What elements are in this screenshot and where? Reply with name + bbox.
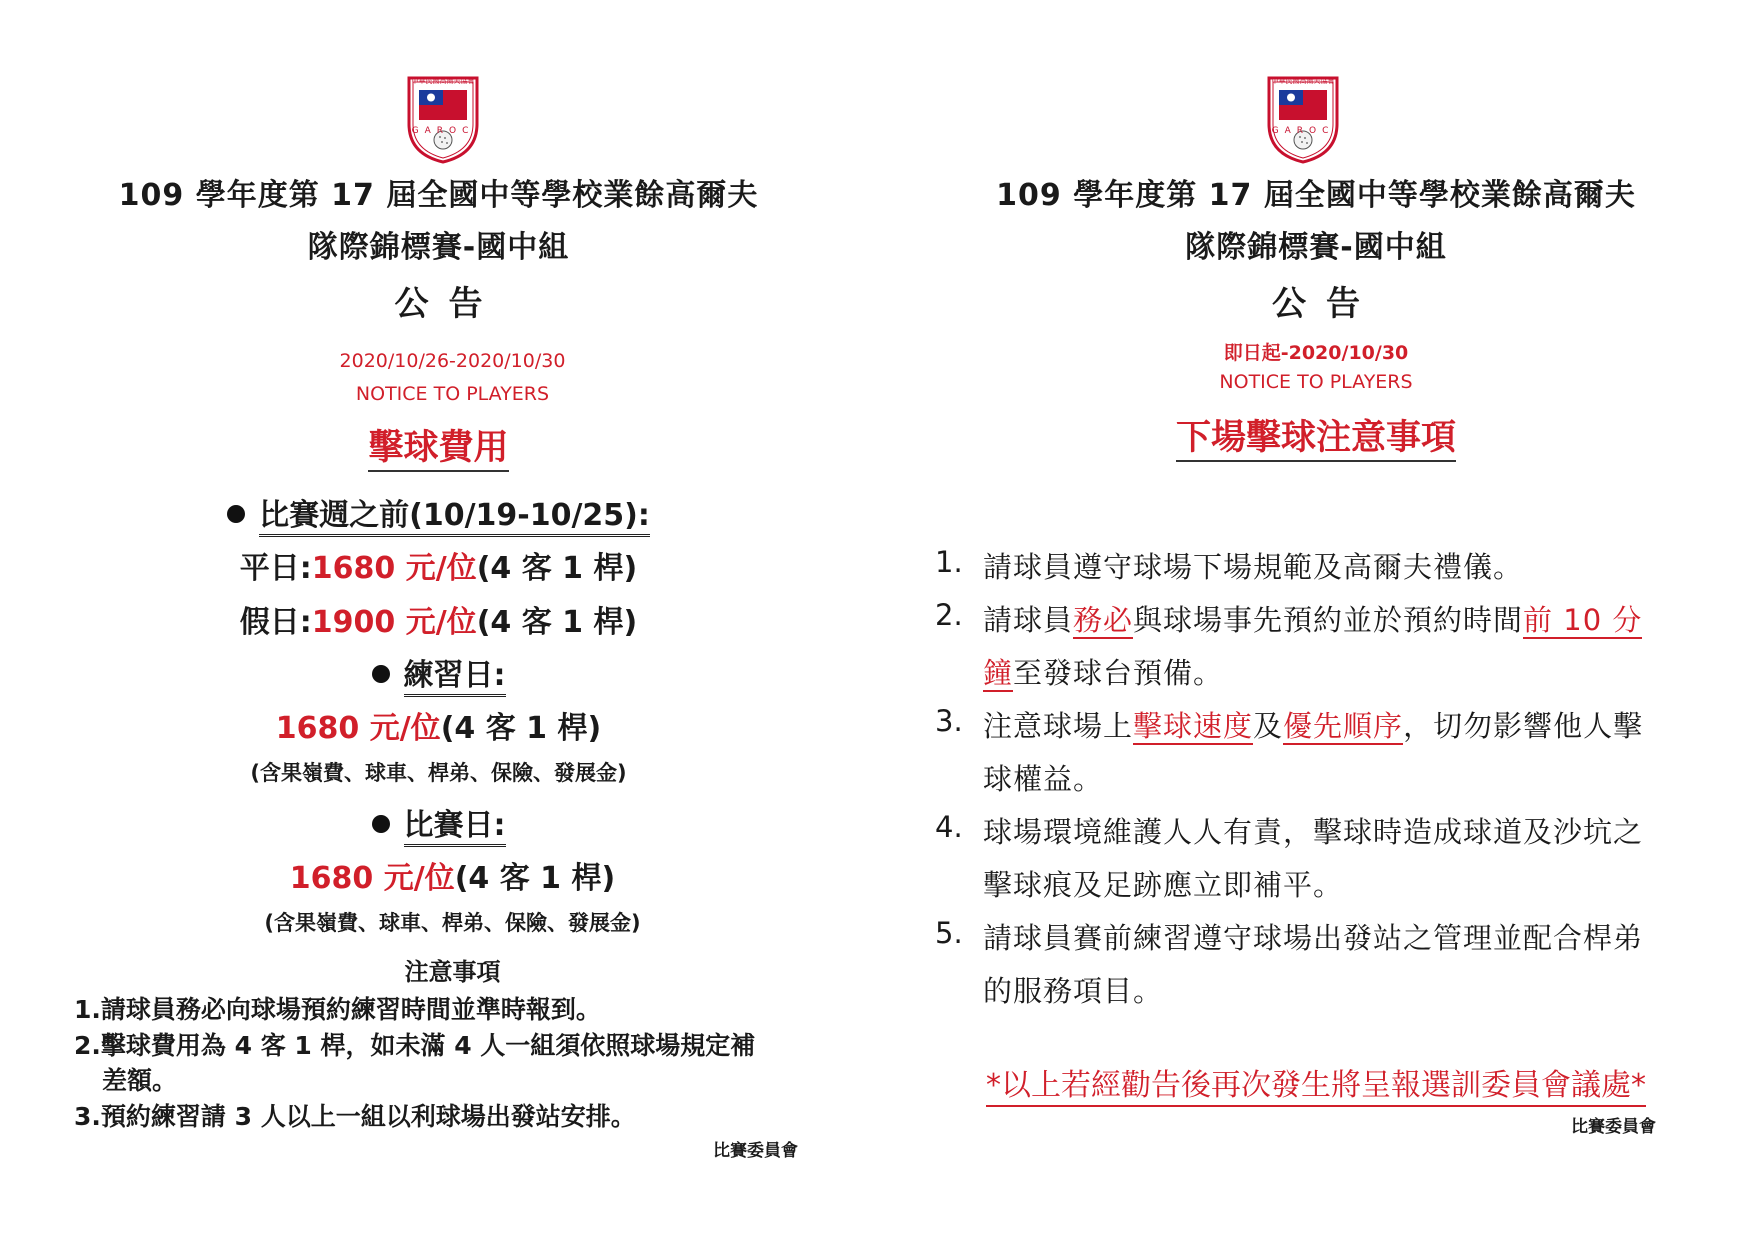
note-3: 3.預約練習請 3 人以上一組以利球場出發站安排。 <box>74 1102 636 1131</box>
notice-en: NOTICE TO PLAYERS <box>355 383 550 405</box>
section-before-week-label: 比賽週之前(10/19-10/25): <box>259 498 650 537</box>
holiday-note: (4 客 1 桿) <box>476 605 638 640</box>
title-line1: 109 學年度第 17 屆全國中等學校業餘高爾夫 <box>996 178 1636 213</box>
match-includes: (含果嶺費、球車、桿弟、保險、發展金) <box>264 911 641 935</box>
practice-price: 1680 元/位 <box>275 711 441 746</box>
emphasis-10min: 前 10 分 <box>1523 603 1643 637</box>
logo-association-text: 中華民國高爾夫協會 <box>1271 77 1335 85</box>
notes-heading: 注意事項 <box>404 958 501 986</box>
item-4-line1: 球場環境維護人人有責，擊球時造成球道及沙坑之 <box>983 815 1644 849</box>
notice-title: 公告 <box>1272 284 1380 324</box>
match-day-label: 比賽日: <box>404 808 506 847</box>
holiday-price: 1900 元/位 <box>311 605 477 640</box>
item-3-line2: 球權益。 <box>983 762 1104 796</box>
emphasis-priority: 優先順序 <box>1283 709 1404 743</box>
holiday-label: 假日: <box>239 605 312 640</box>
item-2-line2: 鐘至發球台預備。 <box>983 656 1224 690</box>
bullet-dot-icon <box>372 665 390 683</box>
holiday-price-line <box>0 597 877 641</box>
practice-note: (4 客 1 桿) <box>440 711 602 746</box>
match-price-line <box>0 853 905 897</box>
item-2-line1: 請球員務必與球場事先預約並於預約時間前 10 分 <box>983 603 1643 637</box>
item-1: 請球員遵守球場下場規範及高爾夫禮儀。 <box>983 550 1524 584</box>
title-line2: 隊際錦標賽-國中組 <box>1185 230 1447 265</box>
note-2-cont: 差額。 <box>102 1066 178 1095</box>
committee-signature: 比賽委員會 <box>713 1141 798 1161</box>
item-5-number: 5. <box>935 916 963 950</box>
final-warning-wrap <box>877 1060 1755 1104</box>
notice-date: 2020/10/26-2020/10/30 <box>339 350 566 372</box>
section-match-day <box>0 800 877 844</box>
final-warning: *以上若經勸告後再次發生將呈報選訓委員會議處* <box>986 1068 1646 1107</box>
title-line2: 隊際錦標賽-國中組 <box>307 230 570 265</box>
section-practice-day <box>0 650 877 694</box>
item-1-number: 1. <box>935 545 963 579</box>
item-5-line2: 的服務項目。 <box>983 974 1164 1008</box>
right-notice-panel <box>877 0 1755 1241</box>
weekday-price-line <box>0 543 877 587</box>
emphasis-must: 務必 <box>1073 603 1134 637</box>
rules-heading-wrap <box>877 410 1755 460</box>
item-2-number: 2. <box>935 598 963 632</box>
left-notice-panel <box>0 0 877 1241</box>
logo-letters: GAROC <box>1271 126 1335 136</box>
section-before-week <box>0 490 877 534</box>
weekday-label: 平日: <box>239 551 312 586</box>
title-line1: 109 學年度第 17 屆全國中等學校業餘高爾夫 <box>118 178 759 213</box>
bullet-dot-icon <box>372 815 390 833</box>
item-5-line1: 請球員賽前練習遵守球場出發站之管理並配合桿弟 <box>983 921 1644 955</box>
practice-day-label: 練習日: <box>404 658 506 697</box>
note-2: 2.擊球費用為 4 客 1 桿，如未滿 4 人一組須依照球場規定補 <box>74 1031 756 1060</box>
bullet-dot-icon <box>227 505 245 523</box>
fee-heading: 擊球費用 <box>368 428 508 472</box>
practice-includes: (含果嶺費、球車、桿弟、保險、發展金) <box>250 761 627 785</box>
committee-signature: 比賽委員會 <box>1571 1117 1656 1137</box>
item-4-number: 4. <box>935 810 963 844</box>
item-3-number: 3. <box>935 704 963 738</box>
match-price: 1680 元/位 <box>289 861 455 896</box>
rules-heading: 下場擊球注意事項 <box>1176 418 1456 462</box>
emphasis-pace: 擊球速度 <box>1133 709 1254 743</box>
practice-price-line <box>0 703 877 747</box>
weekday-price: 1680 元/位 <box>311 551 477 586</box>
item-4-line2: 擊球痕及足跡應立即補平。 <box>983 868 1344 902</box>
notice-title: 公告 <box>394 284 503 324</box>
logo-letters: GAROC <box>411 126 475 136</box>
fee-heading-wrap <box>0 420 877 470</box>
item-3-line1: 注意球場上擊球速度及優先順序，切勿影響他人擊 <box>983 709 1644 743</box>
logo-association-text: 中華民國高爾夫協會 <box>411 77 475 85</box>
notice-date: 即日起-2020/10/30 <box>1223 342 1409 364</box>
note-1: 1.請球員務必向球場預約練習時間並準時報到。 <box>74 995 601 1024</box>
notice-en: NOTICE TO PLAYERS <box>1219 371 1413 393</box>
weekday-note: (4 客 1 桿) <box>476 551 638 586</box>
match-note: (4 客 1 桿) <box>454 861 616 896</box>
